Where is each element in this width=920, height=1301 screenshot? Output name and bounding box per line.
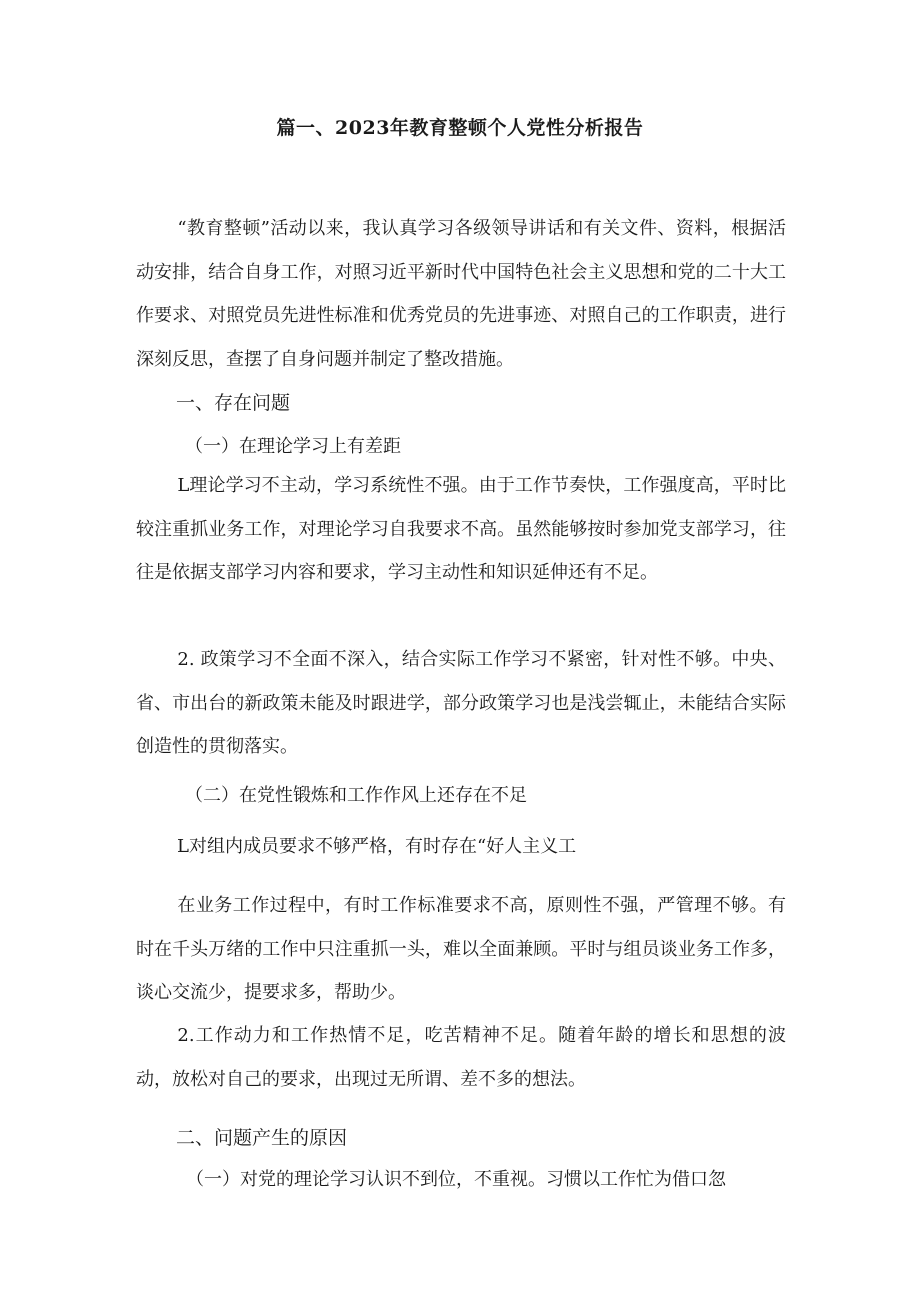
intro-paragraph: “教育整顿”活动以来，我认真学习各级领导讲话和有关文件、资料，根据活动安排，结合自身工作，对照习近平新时代中国特色社会主义思想和党的二十大工作要求、对照党员先进性标准和优秀党员的先进事迹、对照自己的工作职责，进行深刻反思，查摆了自身问题并制定了整改措施。: [136, 218, 786, 370]
paragraph-party-item1-continued: 在业务工作过程中，有时工作标准要求不高，原则性不强，严管理不够。有时在千头万绪的工作中只注重抓一头，难以全面兼顾。平时与组员谈业务工作多，谈心交流少，提要求多，帮助少。: [136, 895, 786, 1003]
paragraph-party-item2: 2.工作动力和工作热情不足，吃苦精神不足。随着年龄的增长和思想的波动，放松对自己的要求，出现过无所谓、差不多的想法。: [136, 1025, 786, 1090]
subsection-heading-party: （二）在党性锻炼和工作作风上还存在不足: [185, 785, 527, 806]
document-title: 篇一、2023年教育整顿个人党性分析报告: [276, 117, 644, 139]
paragraph-causes-item1-start: （一）对党的理论学习认识不到位，不重视。习惯以工作忙为借口忽: [186, 1169, 726, 1190]
paragraph-theory-item2: 2. 政策学习不全面不深入，结合实际工作学习不紧密，针对性不够。中央、省、市出台的新政策未能及时跟进学，部分政策学习也是浅尝辄止，未能结合实际创造性的贯彻落实。: [136, 649, 786, 757]
paragraph-party-item1-line: L对组内成员要求不够严格，有时存在“好人主义工: [177, 836, 577, 857]
section-heading-causes: 二、问题产生的原因: [176, 1127, 348, 1149]
paragraph-theory-item1: L理论学习不主动，学习系统性不强。由于工作节奏快，工作强度高，平时比较注重抓业务工作，对理论学习自我要求不高。虽然能够按时参加党支部学习，往往是依据支部学习内容和要求，学习主动性和知识延伸还有不足。: [136, 475, 786, 583]
section-heading-problems: 一、存在问题: [176, 392, 291, 414]
subsection-heading-theory: （一）在理论学习上有差距: [185, 436, 401, 457]
